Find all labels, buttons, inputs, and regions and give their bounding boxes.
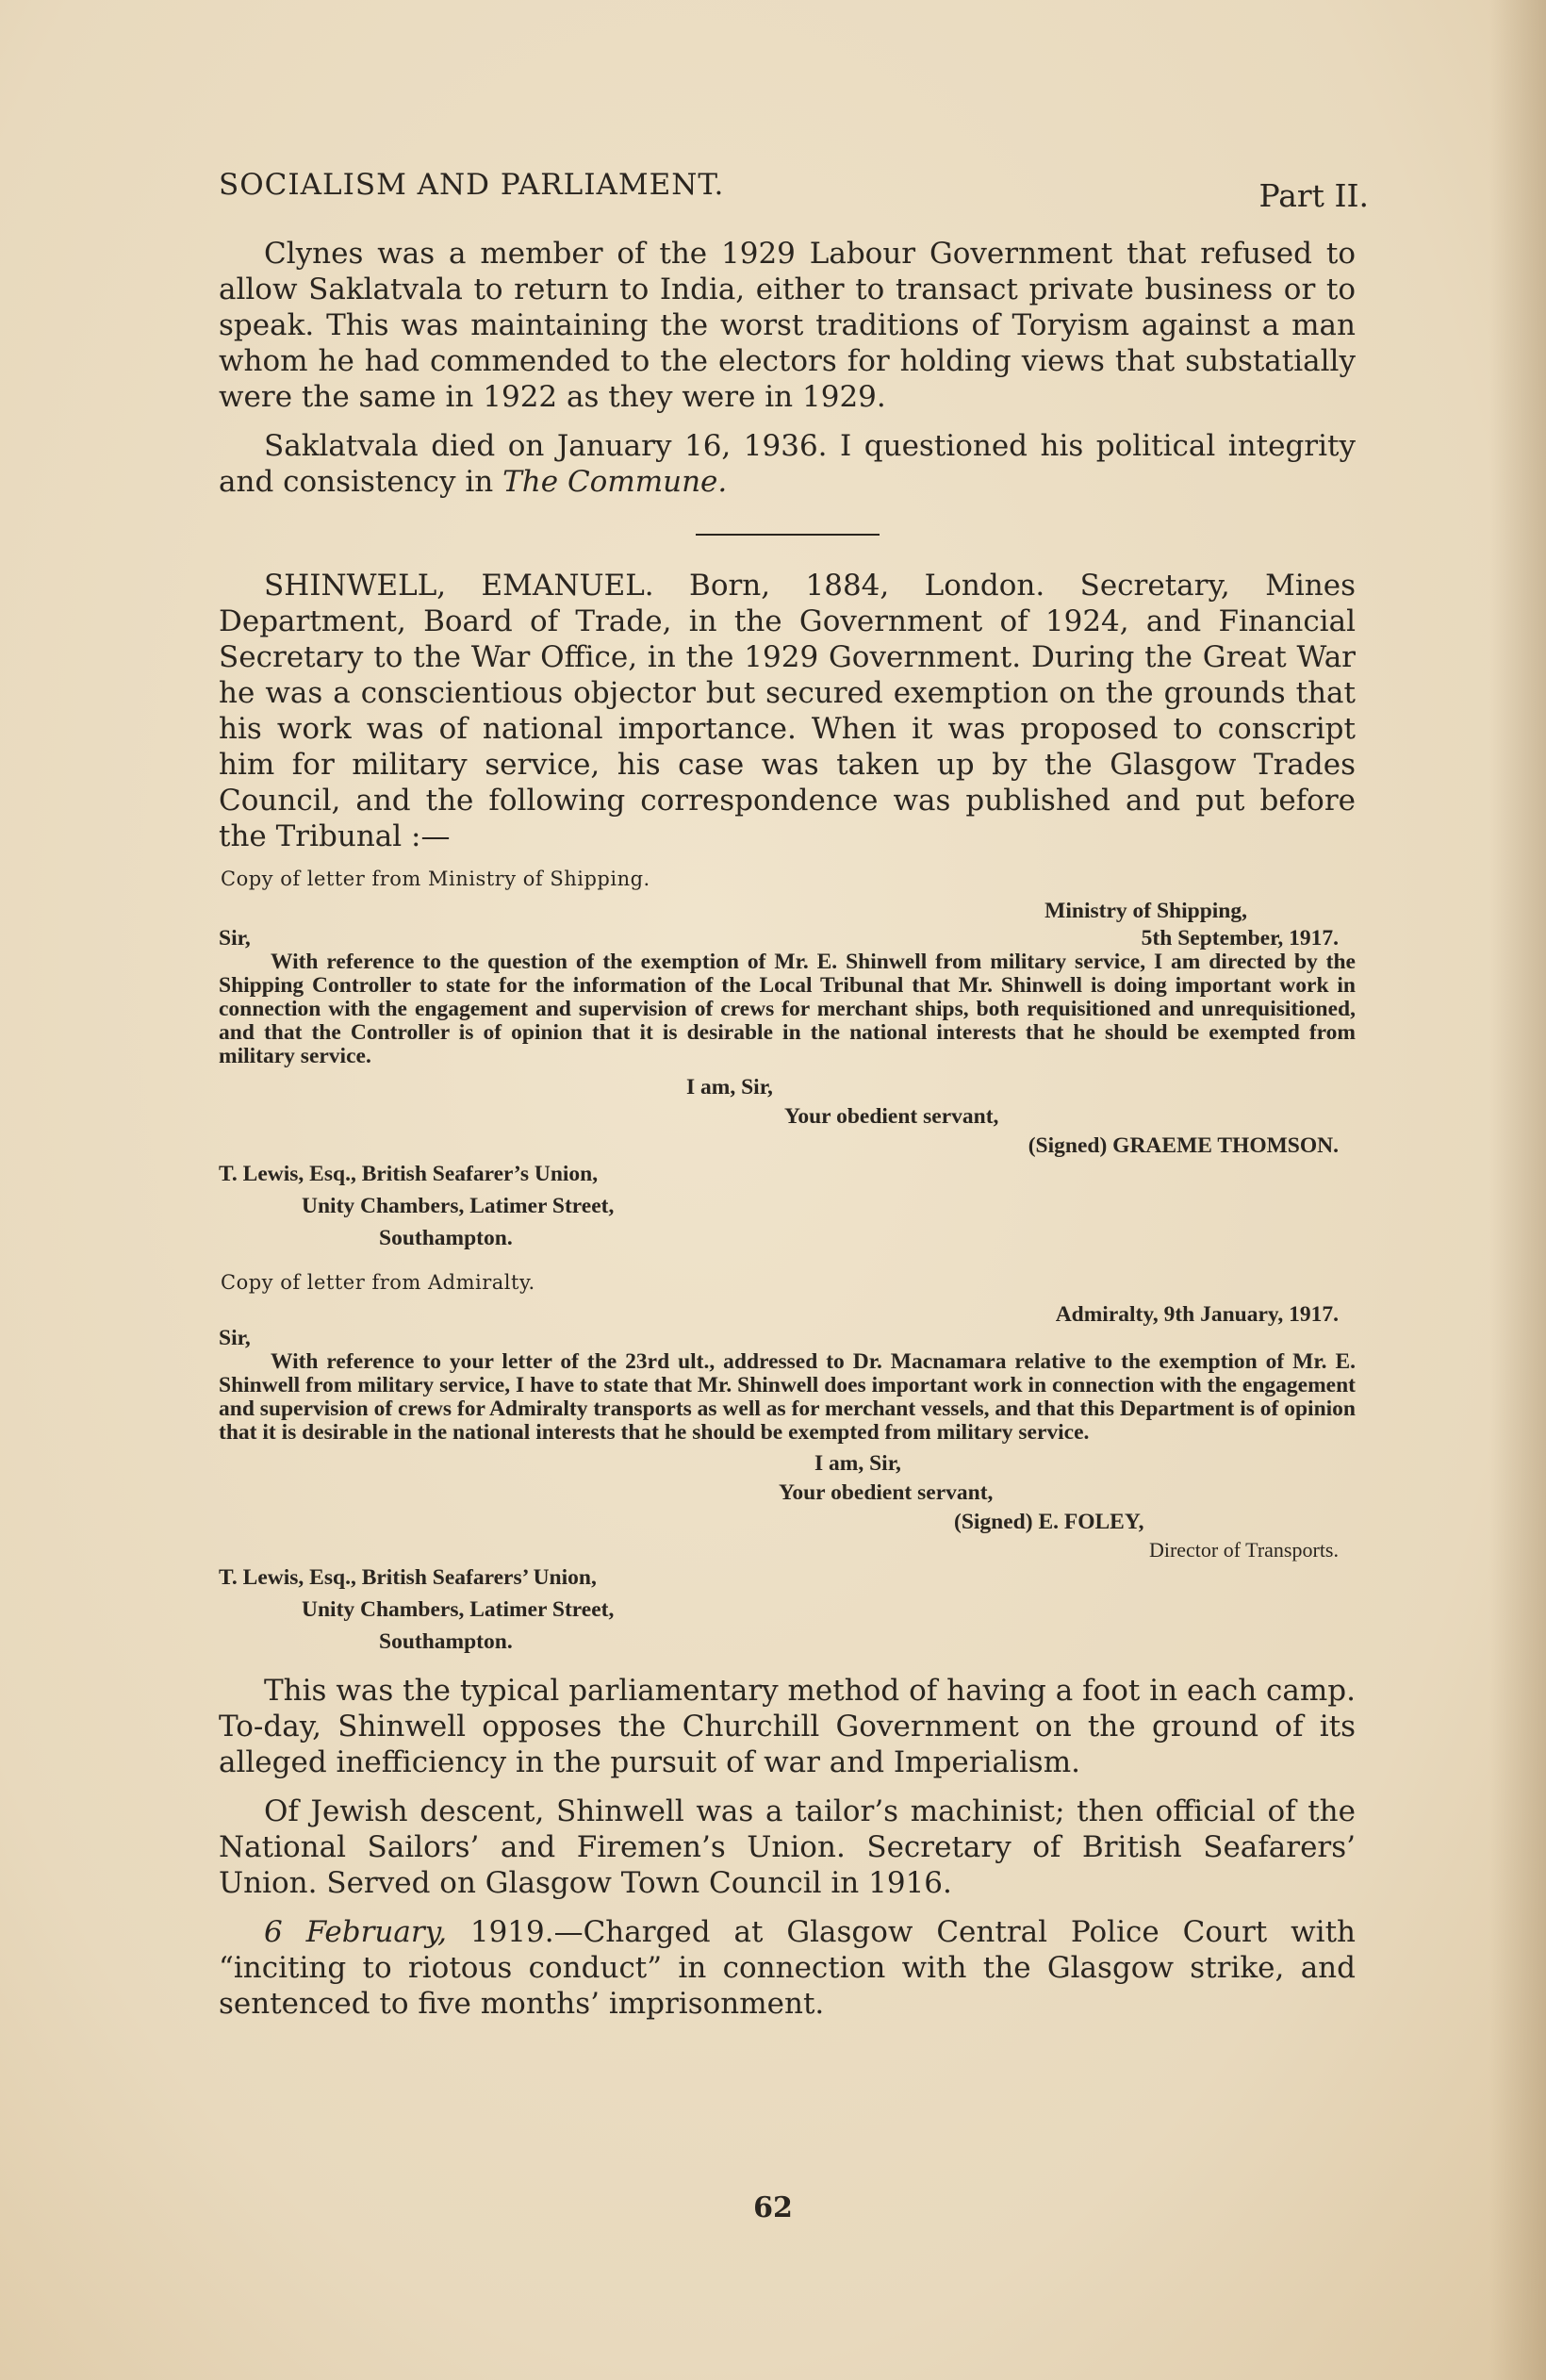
page-number: 62 [753, 2191, 793, 2224]
letter2-signature: (Signed) E. FOLEY, [954, 1510, 1144, 1534]
part-label: Part II. [1258, 177, 1369, 214]
letter2-caption: Copy of letter from Admiralty. [221, 1271, 535, 1294]
letter1-sender: Ministry of Shipping, [1044, 899, 1247, 923]
paragraph-jewish-descent: Of Jewish descent, Shinwell was a tailor’s machinist; then official of the National Sailors’ and Firemen’s Union. Secretary of British Seafarers’ Union. Served on Glasgow Town Council in 1916. [219, 1794, 1356, 1900]
letter1-address [219, 1158, 1356, 1254]
letter1-closing-2: Your obedient servant, [784, 1104, 999, 1129]
letter2-closing-1: I am, Sir, [814, 1451, 901, 1476]
letter1-signature: (Signed) GRAEME THOMSON. [1028, 1133, 1339, 1158]
paragraph-saklatvala [219, 428, 1356, 500]
letter1-date: 5th September, 1917. [1141, 926, 1339, 950]
letter1-closing-1: I am, Sir, [686, 1075, 773, 1099]
letter-ministry-of-shipping [219, 900, 1356, 1254]
page-body [219, 236, 1356, 2035]
saklatvala-text: Saklatvala died on January 16, 1936. I questioned his political integrity and consistency in [219, 429, 1356, 499]
paragraph-shinwell-intro: SHINWELL, EMANUEL. Born, 1884, London. Secretary, Mines Department, Board of Trade, in the Government of 1924, and Financial Secretary to the War Office, in the 1929 Government. During the Great War he was a conscientious objector but secured exemption on the grounds that his work was of national importance. When it was proposed to conscript him for military service, his case was taken up by the Glasgow Trades Council, and the following correspondence was published and put before the Tribunal :— [219, 569, 1356, 853]
letter2-sender-date: Admiralty, 9th January, 1917. [1055, 1302, 1339, 1327]
letter1-caption: Copy of letter from Ministry of Shipping. [221, 868, 650, 890]
letter2-address-line-3: Southampton. [379, 1629, 513, 1654]
running-head: SOCIALISM AND PARLIAMENT. [219, 168, 725, 202]
paragraph-clynes: Clynes was a member of the 1929 Labour Government that refused to allow Saklatvala to return to India, either to transact private business or to speak. This was maintaining the worst traditions of Toryism against a man whom he had commended to the electors for holding views that substatially were the same in 1922 as they were in 1929. [219, 237, 1356, 414]
paragraph-typical-method: This was the typical parliamentary method of having a foot in each camp. To-day, Shinwell opposes the Churchill Government on the ground of its alleged inefficiency in the pursuit of war and Imperialism. [219, 1674, 1356, 1779]
paragraph-february-1919 [219, 1914, 1356, 2022]
february-date: 6 February, [264, 1915, 447, 1949]
section-divider [696, 534, 880, 536]
commune-title: The Commune. [502, 465, 728, 499]
february-text: 1919.—Charged at Glasgow Central Police Court with “inciting to riotous conduct” in connection with the Glasgow strike, and sentenced to five months’ imprisonment. [219, 1915, 1356, 2021]
letter1-salutation: Sir, [219, 926, 251, 950]
letter1-address-line-2: Unity Chambers, Latimer Street, [302, 1194, 615, 1218]
letter2-body: With reference to your letter of the 23rd ult., addressed to Dr. Macnamara relative to the exemption of Mr. E. Shinwell from military service, I have to state that Mr. Shinwell does important work in connection with the engagement and supervision of crews for Admiralty transports as well as for merchant vessels, and that this Department is of opinion that it is desirable in the national interests that he should be exempted from military service. [219, 1349, 1356, 1445]
letter2-salutation: Sir, [219, 1326, 251, 1350]
letter2-address-line-2: Unity Chambers, Latimer Street, [302, 1597, 615, 1622]
letter2-closing-2: Your obedient servant, [779, 1480, 994, 1505]
letter2-address [219, 1562, 1356, 1658]
page-spine-shadow [1489, 0, 1546, 2380]
letter1-address-line-1: T. Lewis, Esq., British Seafarer’s Union, [219, 1162, 599, 1186]
letter1-body: With reference to the question of the exemption of Mr. E. Shinwell from military service, I am directed by the Shipping Controller to state for the information of the Local Tribunal that Mr. Shinwell is doing important work in connection with the engagement and supervision of crews for merchant ships, both requisitioned and unrequisitioned, and that the Controller is of opinion that it is desirable in the national interests that he should be exempted from military service. [219, 950, 1356, 1068]
letter1-address-line-3: Southampton. [379, 1226, 513, 1250]
letter-admiralty [219, 1303, 1356, 1658]
letter2-signatory-title: Director of Transports. [1148, 1538, 1339, 1562]
letter2-address-line-1: T. Lewis, Esq., British Seafarers’ Union, [219, 1565, 597, 1590]
page-header [219, 168, 1369, 224]
